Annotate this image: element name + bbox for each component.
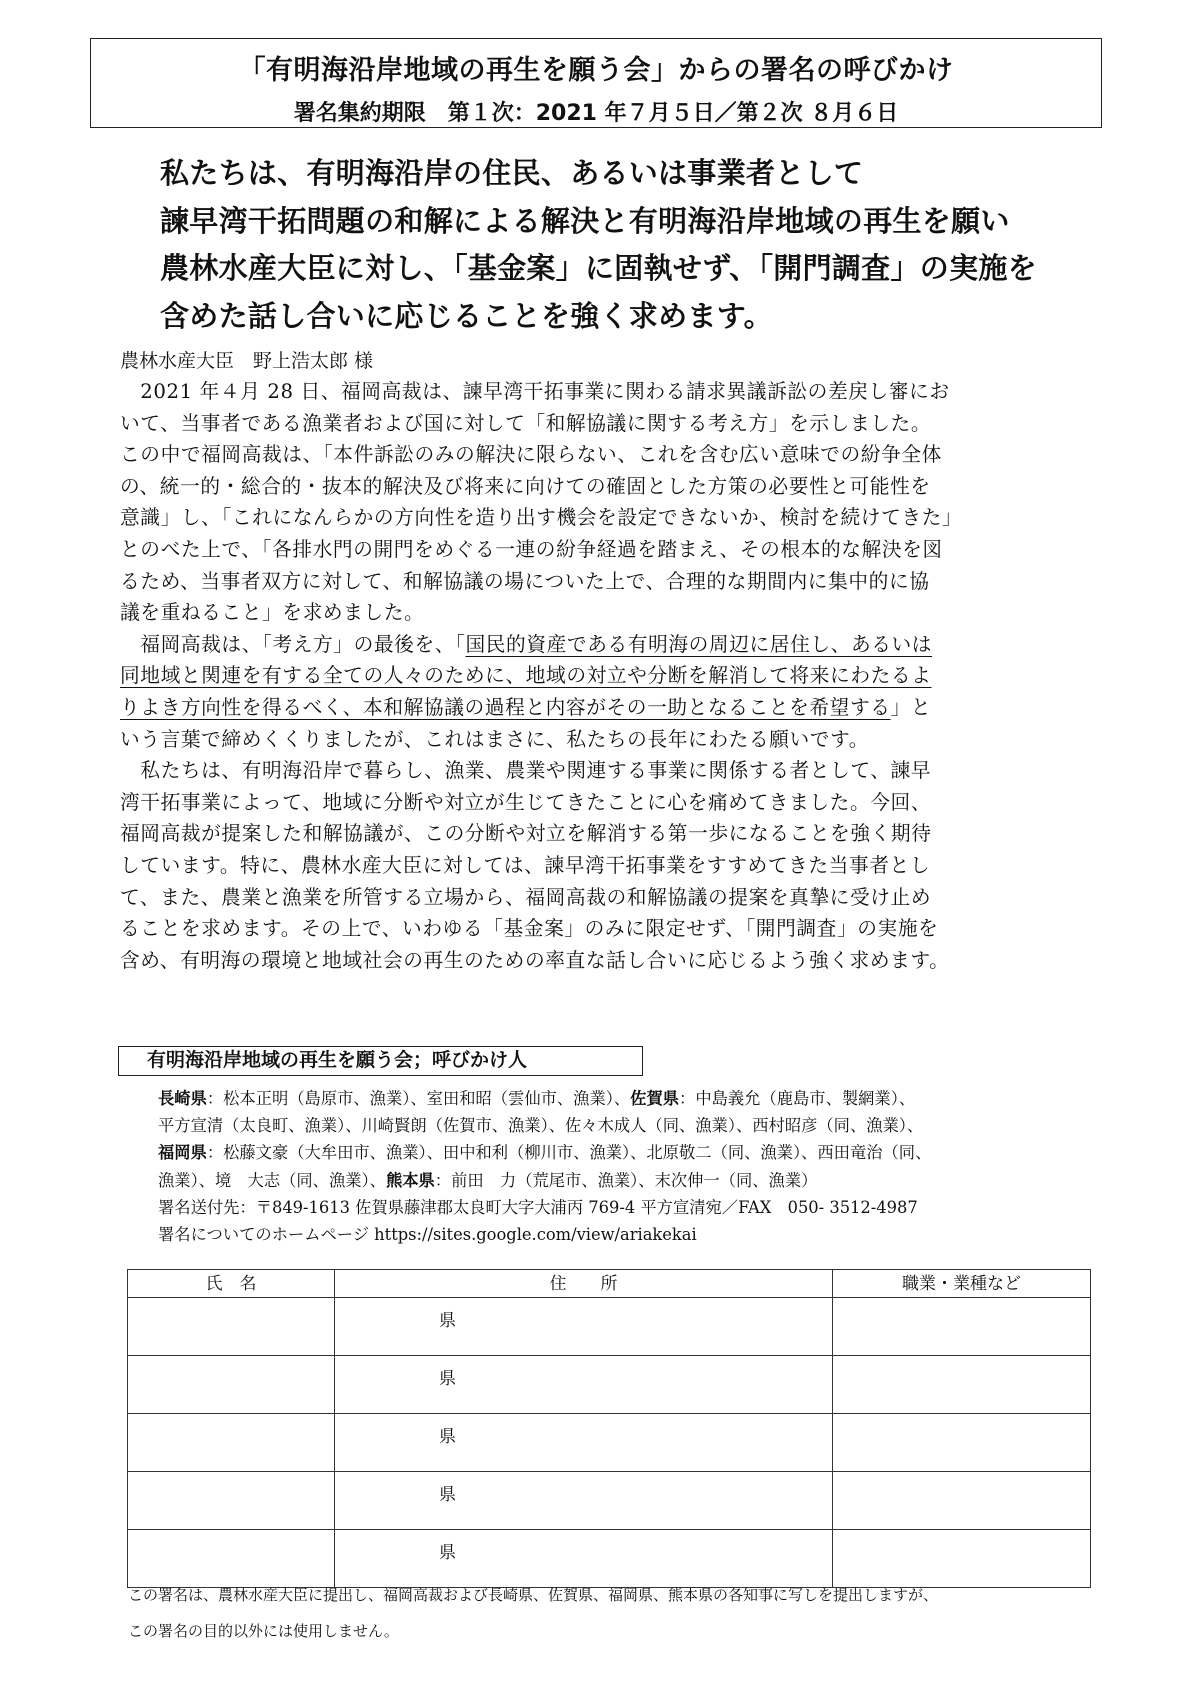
name-cell[interactable] bbox=[128, 1472, 335, 1530]
address-cell[interactable] bbox=[335, 1414, 833, 1472]
table-row bbox=[128, 1298, 1091, 1356]
headline-line: 諫早湾干拓問題の和解による解決と有明海沿岸地域の再生を願い bbox=[160, 203, 1010, 238]
prefecture-label: 佐賀県 bbox=[630, 1089, 680, 1108]
body-line bbox=[120, 692, 1080, 724]
footnote-line: この署名の目的以外には使用しません。 bbox=[128, 1622, 399, 1640]
column-header-address: 住 所 bbox=[335, 1270, 833, 1298]
body-segment: 福岡高裁は、「考え方」の最後を、「 bbox=[120, 632, 466, 656]
occupation-cell[interactable] bbox=[833, 1298, 1091, 1356]
members-line: 平方宣清（太良町、漁業）、川崎賢朗（佐賀市、漁業）、佐々木成人（同、漁業）、西村昭彦（同、漁業）、 bbox=[158, 1116, 924, 1136]
table-row bbox=[128, 1530, 1091, 1588]
prefecture-label: 長崎県 bbox=[158, 1089, 207, 1108]
prefecture-label: 福岡県 bbox=[158, 1143, 207, 1163]
body-line: とのべた上で、「各排水門の開門をめぐる一連の紛争経過を踏まえ、その根本的な解決を図 bbox=[120, 537, 943, 561]
body-line-underlined: 同地域と関連を有する全ての人々のために、地域の対立や分断を解消して将来にわたるよ bbox=[120, 664, 932, 688]
table-header-row bbox=[128, 1270, 1091, 1298]
quoted-underlined-text: りよき方向性を得るべく、本和解協議の過程と内容がその一助となることを希望する bbox=[120, 695, 891, 719]
members-text: 漁業）、境 大志（同、漁業）、 bbox=[158, 1170, 386, 1190]
body-text bbox=[120, 376, 1080, 976]
body-line: 議を重ねること」を求めました。 bbox=[120, 601, 425, 625]
body-line: いう言葉で締めくくりましたが、これはまさに、私たちの長年にわたる願いです。 bbox=[120, 727, 870, 751]
organizers-heading: 有明海沿岸地域の再生を願う会；呼びかけ人 bbox=[118, 1046, 643, 1076]
footnote bbox=[128, 1588, 1088, 1639]
prefecture-suffix: 県 bbox=[439, 1485, 456, 1505]
occupation-cell[interactable] bbox=[833, 1530, 1091, 1588]
prefecture-suffix: 県 bbox=[439, 1369, 456, 1389]
name-cell[interactable] bbox=[128, 1530, 335, 1588]
send-to-address: 署名送付先：〒849-1613 佐賀県藤津郡太良町大字大浦丙 769-4 平方宣清宛／FAX 050- 3512-4987 bbox=[158, 1197, 918, 1217]
table-row bbox=[128, 1356, 1091, 1414]
occupation-cell[interactable] bbox=[833, 1472, 1091, 1530]
address-cell[interactable] bbox=[335, 1298, 833, 1356]
occupation-cell[interactable] bbox=[833, 1414, 1091, 1472]
body-line: て、また、農業と漁業を所管する立場から、福岡高裁の和解協議の提案を真摯に受け止め bbox=[120, 885, 932, 909]
body-line: るため、当事者双方に対して、和解協議の場についた上で、合理的な期間内に集中的に協 bbox=[120, 569, 930, 593]
address-cell[interactable] bbox=[335, 1530, 833, 1588]
members-line bbox=[158, 1085, 1098, 1112]
body-line: 私たちは、有明海沿岸で暮らし、漁業、農業や関連する事業に関係する者として、諫早 bbox=[120, 759, 932, 783]
members-text: ：松藤文豪（大牟田市、漁業）、田中和利（柳川市、漁業）、北原敬二（同、漁業）、西田竜治（同、 bbox=[206, 1143, 932, 1163]
quoted-underlined-text: 国民的資産である有明海の周辺に居住し、あるいは bbox=[465, 632, 933, 656]
members-text: ：前田 力（荒尾市、漁業）、末次伸一（同、漁業） bbox=[434, 1170, 818, 1190]
prefecture-suffix: 県 bbox=[439, 1543, 456, 1563]
prefecture-label: 熊本県 bbox=[385, 1170, 435, 1190]
name-cell[interactable] bbox=[128, 1298, 335, 1356]
prefecture-suffix: 県 bbox=[439, 1427, 456, 1447]
body-line: 2021 年４月 28 日、福岡高裁は、諫早湾干拓事業に関わる請求異議訴訟の差戻し審にお bbox=[120, 380, 950, 403]
body-line bbox=[120, 629, 1080, 661]
body-segment: 」と bbox=[890, 695, 932, 719]
deadline-text: 署名集約期限 第１次：2021 年７月５日／第２次 ８月６日 bbox=[293, 101, 899, 126]
homepage-text: 署名についてのホームページ https://sites.google.com/view/ariakekai bbox=[158, 1224, 697, 1244]
address-cell[interactable] bbox=[335, 1356, 833, 1414]
occupation-cell[interactable] bbox=[833, 1356, 1091, 1414]
headline-line: 含めた話し合いに応じることを強く求めます。 bbox=[160, 298, 773, 333]
members-line bbox=[158, 1167, 1098, 1194]
addressee: 農林水産大臣 野上浩太郎 様 bbox=[120, 350, 374, 372]
table-row bbox=[128, 1472, 1091, 1530]
members-line bbox=[158, 1139, 1098, 1166]
column-header-occupation: 職業・業種など bbox=[833, 1270, 1091, 1298]
body-line: 意識」し、「これになんらかの方向性を造り出す機会を設定できないか、検討を続けてきた」 bbox=[120, 506, 963, 530]
title-box bbox=[90, 38, 1102, 128]
address-cell[interactable] bbox=[335, 1472, 833, 1530]
body-line: の、統一的・総合的・抜本的解決及び将来に向けての確固とした方策の必要性と可能性を bbox=[120, 474, 931, 498]
name-cell[interactable] bbox=[128, 1414, 335, 1472]
members-text: ：中島義允（鹿島市、製網業）、 bbox=[679, 1089, 916, 1108]
prefecture-suffix: 県 bbox=[439, 1311, 456, 1331]
headline-line: 農林水産大臣に対し、「基金案」に固執せず、「開門調査」の実施を bbox=[160, 251, 1037, 285]
body-line: 湾干拓事業によって、地域に分断や対立が生じてきたことに心を痛めてきました。今回、 bbox=[120, 790, 932, 814]
footnote-line: この署名は、農林水産大臣に提出し、福岡高裁および長崎県、佐賀県、福岡県、熊本県の各知事に写しを提出しますが、 bbox=[128, 1586, 939, 1604]
body-line: 福岡高裁が提案した和解協議が、この分断や対立を解消する第一歩になることを強く期待 bbox=[120, 822, 932, 846]
organizers-list bbox=[158, 1085, 1098, 1248]
headline bbox=[160, 150, 1080, 340]
body-line: ることを求めます。その上で、いわゆる「基金案」のみに限定せず、「開門調査」の実施を bbox=[120, 917, 939, 941]
body-line: この中で福岡高裁は、「本件訴訟のみの解決に限らない、これを含む広い意味での紛争全体 bbox=[120, 443, 942, 467]
body-line: しています。特に、農林水産大臣に対しては、諫早湾干拓事業をすすめてきた当事者とし bbox=[120, 853, 931, 877]
headline-line: 私たちは、有明海沿岸の住民、あるいは事業者として bbox=[160, 156, 864, 190]
table-row bbox=[128, 1414, 1091, 1472]
body-line: 含め、有明海の環境と地域社会の再生のための率直な話し合いに応じるよう強く求めます。 bbox=[120, 948, 950, 972]
body-line: いて、当事者である漁業者および国に対して「和解協議に関する考え方」を示しました。 bbox=[120, 411, 932, 435]
column-header-name: 氏 名 bbox=[128, 1270, 335, 1298]
name-cell[interactable] bbox=[128, 1356, 335, 1414]
page-title: 「有明海沿岸地域の再生を願う会」からの署名の呼びかけ bbox=[238, 55, 954, 86]
members-text: ：松本正明（島原市、漁業）、室田和昭（雲仙市、漁業）、 bbox=[206, 1089, 631, 1108]
signature-table bbox=[127, 1269, 1091, 1588]
